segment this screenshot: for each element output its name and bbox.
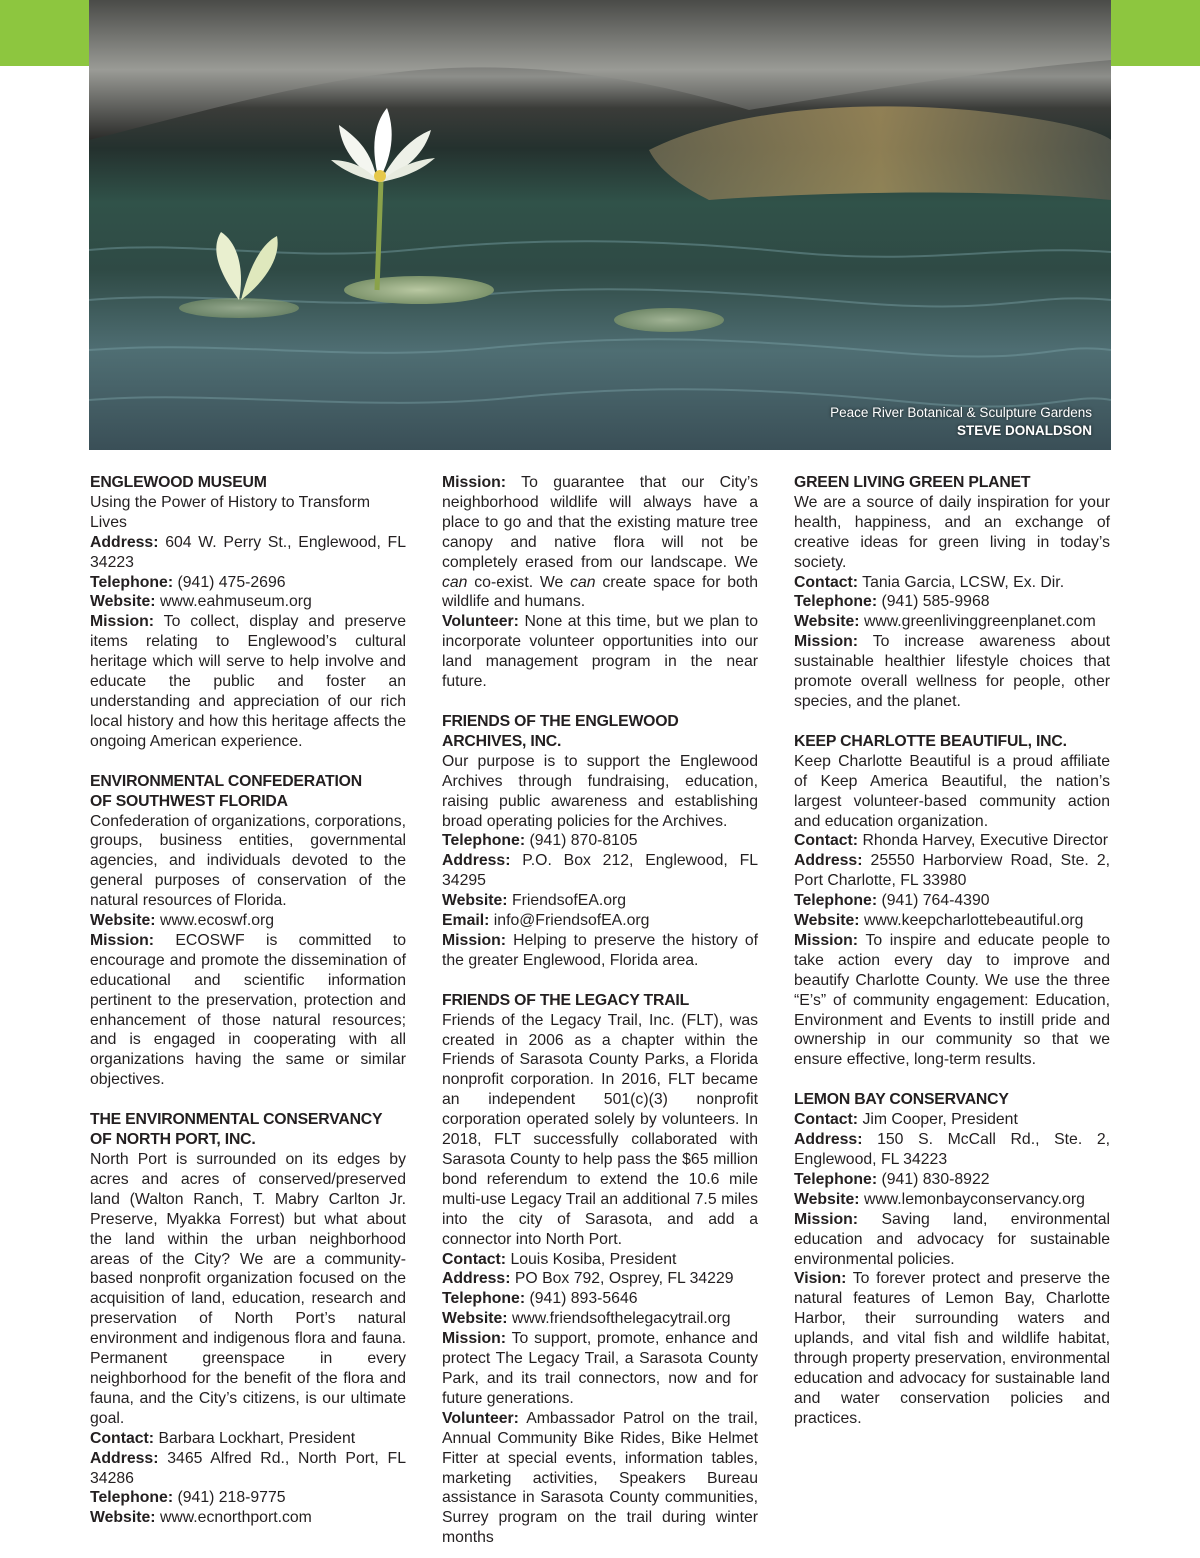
- lily-pad: [344, 276, 494, 304]
- listing-description: Keep Charlotte Beautiful is a proud affiliate of Keep America Beautiful, the nation’s largest volunteer-based community action and education organization.: [794, 752, 1110, 830]
- listing-vision: Vision: To forever protect and preserve the natural features of Lemon Bay, Charlotte Harbor, their surrounding waters and uplands, and vital fish and wildlife habitat, through property preservation, environmental education and advocacy for sustainable land and water conservation policies and practices.: [794, 1270, 1110, 1427]
- listing-volunteer: Volunteer: Ambassador Patrol on the trail, Annual Community Bike Rides, Bike Helmet Fitter at special events, information tables, marketing activities, Speakers Bureau assistance in Sarasota County communities, Surrey program on the trail during winter months: [442, 1409, 758, 1547]
- listing-contact: Contact: Rhonda Harvey, Executive Director: [794, 832, 1108, 850]
- listing-mission: Mission: Saving land, environmental education and advocacy for sustainable environmental policies.: [794, 1210, 1111, 1268]
- water-lily-bud: [216, 232, 277, 300]
- column-3: [794, 473, 1110, 1429]
- listing-title: THE ENVIRONMENTAL CONSERVANCY OF NORTH PORT, INC.: [90, 1111, 383, 1149]
- listing-telephone: Telephone: (941) 585-9968: [794, 593, 990, 611]
- listing-volunteer: Volunteer: None at this time, but we plan to incorporate volunteer opportunities into our land management program in the near future.: [442, 613, 758, 691]
- listing-title: FRIENDS OF THE ENGLEWOOD ARCHIVES, INC.: [442, 712, 679, 750]
- listing-website: Website: www.eahmuseum.org: [90, 593, 312, 611]
- listing-website: Website: www.friendsofthelegacytrail.org: [442, 1310, 731, 1328]
- listing-title: ENVIRONMENTAL CONFEDERATION OF SOUTHWEST FLORIDA: [90, 772, 362, 810]
- listing-telephone: Telephone: (941) 764-4390: [794, 892, 990, 910]
- lily-pad: [614, 308, 724, 332]
- listing-friends-archives: [442, 712, 758, 971]
- listing-mission: Mission: To guarantee that our City’s neighborhood wildlife will always have a place to go and that the existing mature tree canopy and native flora will not be completely erased from our landscape. We can co-exist. We can create space for both wildlife and humans.: [442, 474, 758, 611]
- listing-telephone: Telephone: (941) 218-9775: [90, 1489, 286, 1507]
- photo-credit: [830, 404, 1092, 440]
- listing-telephone: Telephone: (941) 870-8105: [442, 832, 638, 850]
- listing-ecnp: [90, 1110, 406, 1528]
- photo-author: STEVE DONALDSON: [956, 423, 1092, 438]
- photo-caption: Peace River Botanical & Sculpture Gardens: [830, 405, 1092, 420]
- listing-title: LEMON BAY CONSERVANCY: [794, 1091, 1009, 1109]
- water-ripples: [89, 241, 1111, 406]
- listing-address: Address: 25550 Harborview Road, Ste. 2, Port Charlotte, FL 33980: [794, 852, 1110, 890]
- listing-ecoswf: [90, 772, 406, 1091]
- listing-website: Website: www.keepcharlottebeautiful.org: [794, 912, 1084, 930]
- listing-address: Address: 604 W. Perry St., Englewood, FL 34223: [90, 533, 406, 571]
- listing-email: Email: info@FriendsofEA.org: [442, 912, 650, 930]
- listing-description: Friends of the Legacy Trail, Inc. (FLT), was created in 2006 as a chapter within the Friends of Sarasota County Parks, a Florida nonprofit corporation. In 2016, FLT became an independent 501(c)(3) nonprofit corporation operated solely by volunteers. In 2018, FLT successfully collaborated with Sarasota County to help pass the $65 million bond referendum to extend the 10.6 mile multi-use Legacy Trail an additional 7.5 miles into the city of Sarasota, and add a connector into North Port.: [442, 1011, 758, 1248]
- listing-title: GREEN LIVING GREEN PLANET: [794, 474, 1031, 491]
- listing-mission: Mission: Helping to preserve the history of the greater Englewood, Florida area.: [442, 931, 759, 969]
- listing-mission: Mission: To support, promote, enhance and protect The Legacy Trail, a Sarasota County Park, and its trail connectors, now and for future generations.: [442, 1330, 758, 1407]
- listing-description: Our purpose is to support the Englewood Archives through fundraising, education, raising public awareness and establishing broad operating policies for the Archives.: [442, 752, 758, 830]
- listing-address: Address: PO Box 792, Osprey, FL 34229: [442, 1270, 734, 1288]
- listing-lemon-bay: [794, 1090, 1110, 1428]
- lily-pad: [179, 298, 299, 318]
- listing-mission: Mission: ECOSWF is committed to encourage and promote the dissemination of educational and scientific information pertinent to the preservation, protection and enhancement of those natural resources; and is engaged in cooperating with all organizations having the same or similar objectives.: [90, 931, 407, 1089]
- water-lily-illustration: [89, 0, 1111, 450]
- listing-title: FRIENDS OF THE LEGACY TRAIL: [442, 991, 690, 1009]
- listing-telephone: Telephone: (941) 475-2696: [90, 573, 286, 591]
- listing-address: Address: 150 S. McCall Rd., Ste. 2, Englewood, FL 34223: [794, 1131, 1110, 1168]
- listing-legacy-trail: [442, 991, 758, 1548]
- listing-title: KEEP CHARLOTTE BEAUTIFUL, INC.: [794, 732, 1067, 750]
- green-corner-tab-right: [1111, 0, 1200, 66]
- listing-website: Website: www.greenlivinggreenplanet.com: [794, 613, 1096, 631]
- listing-website: Website: www.lemonbayconservancy.org: [794, 1190, 1085, 1208]
- listing-website: Website: www.ecoswf.org: [90, 912, 275, 930]
- listing-contact: Contact: Jim Cooper, President: [794, 1111, 1018, 1129]
- listing-tagline: Using the Power of History to Transform Lives: [90, 493, 371, 531]
- water-lily-photo: [89, 0, 1111, 450]
- listing-mission: Mission: To collect, display and preserve items relating to Englewood’s cultural heritage which will serve to help involve and educate the public and foster an understanding and appreciation of our rich local history and how this heritage affects the ongoing American experience.: [90, 613, 406, 750]
- listing-contact: Contact: Tania Garcia, LCSW, Ex. Dir.: [794, 573, 1065, 591]
- listing-contact: Contact: Louis Kosiba, President: [442, 1250, 677, 1268]
- listing-address: Address: P.O. Box 212, Englewood, FL 34295: [442, 852, 759, 890]
- listing-website: Website: www.ecnorthport.com: [90, 1509, 312, 1527]
- listing-keep-charlotte: [794, 732, 1110, 1070]
- listing-description: Confederation of organizations, corporations, groups, business entities, governmental agencies, and individuals devoted to the general purposes of conservation of the natural resources of Florida.: [90, 812, 406, 910]
- listing-address: Address: 3465 Alfred Rd., North Port, FL 34286: [90, 1449, 406, 1487]
- green-corner-tab-left: [0, 0, 89, 66]
- listing-description: We are a source of daily inspiration for your health, happiness, and an exchange of creative ideas for green living in today’s society.: [794, 493, 1110, 571]
- column-2: [442, 473, 758, 1548]
- listing-englewood-museum: [90, 473, 406, 752]
- listing-website: Website: FriendsofEA.org: [442, 892, 627, 910]
- listing-ecnp-continued: [442, 473, 758, 692]
- listing-telephone: Telephone: (941) 830-8922: [794, 1170, 990, 1188]
- listing-green-living: [794, 473, 1110, 712]
- listing-contact: Contact: Barbara Lockhart, President: [90, 1429, 356, 1447]
- listing-title: ENGLEWOOD MUSEUM: [90, 474, 267, 491]
- listing-mission: Mission: To inspire and educate people to take action every day to improve and beautify Charlotte County. We use the three “E’s” of community engagement: Education, Environment and Events to instill pride and ownership in our community so that we ensure effective, long-term results.: [794, 931, 1110, 1069]
- listing-description: North Port is surrounded on its edges by acres and acres of conserved/preserved land (Walton Ranch, T. Mabry Carlton Jr. Preserve, Myakka Forrest) but what about the land within the urban neighborhood areas of the City? We are a community-based nonprofit organization focused on the acquisition of land, education, research and preservation of North Port’s natural environment and indigenous flora and fauna. Permanent greenspace in every neighborhood for the benefit of the flora and fauna, and the City’s citizens, is our ultimate goal.: [90, 1151, 406, 1427]
- listing-mission: Mission: To increase awareness about sustainable healthier lifestyle choices that promote overall wellness for people, other species, and the planet.: [794, 633, 1110, 710]
- water-lily-flower: [331, 108, 435, 182]
- column-1: [90, 473, 406, 1528]
- listing-telephone: Telephone: (941) 893-5646: [442, 1290, 638, 1308]
- lily-stem: [377, 180, 381, 290]
- rock-ledge: [649, 106, 1111, 200]
